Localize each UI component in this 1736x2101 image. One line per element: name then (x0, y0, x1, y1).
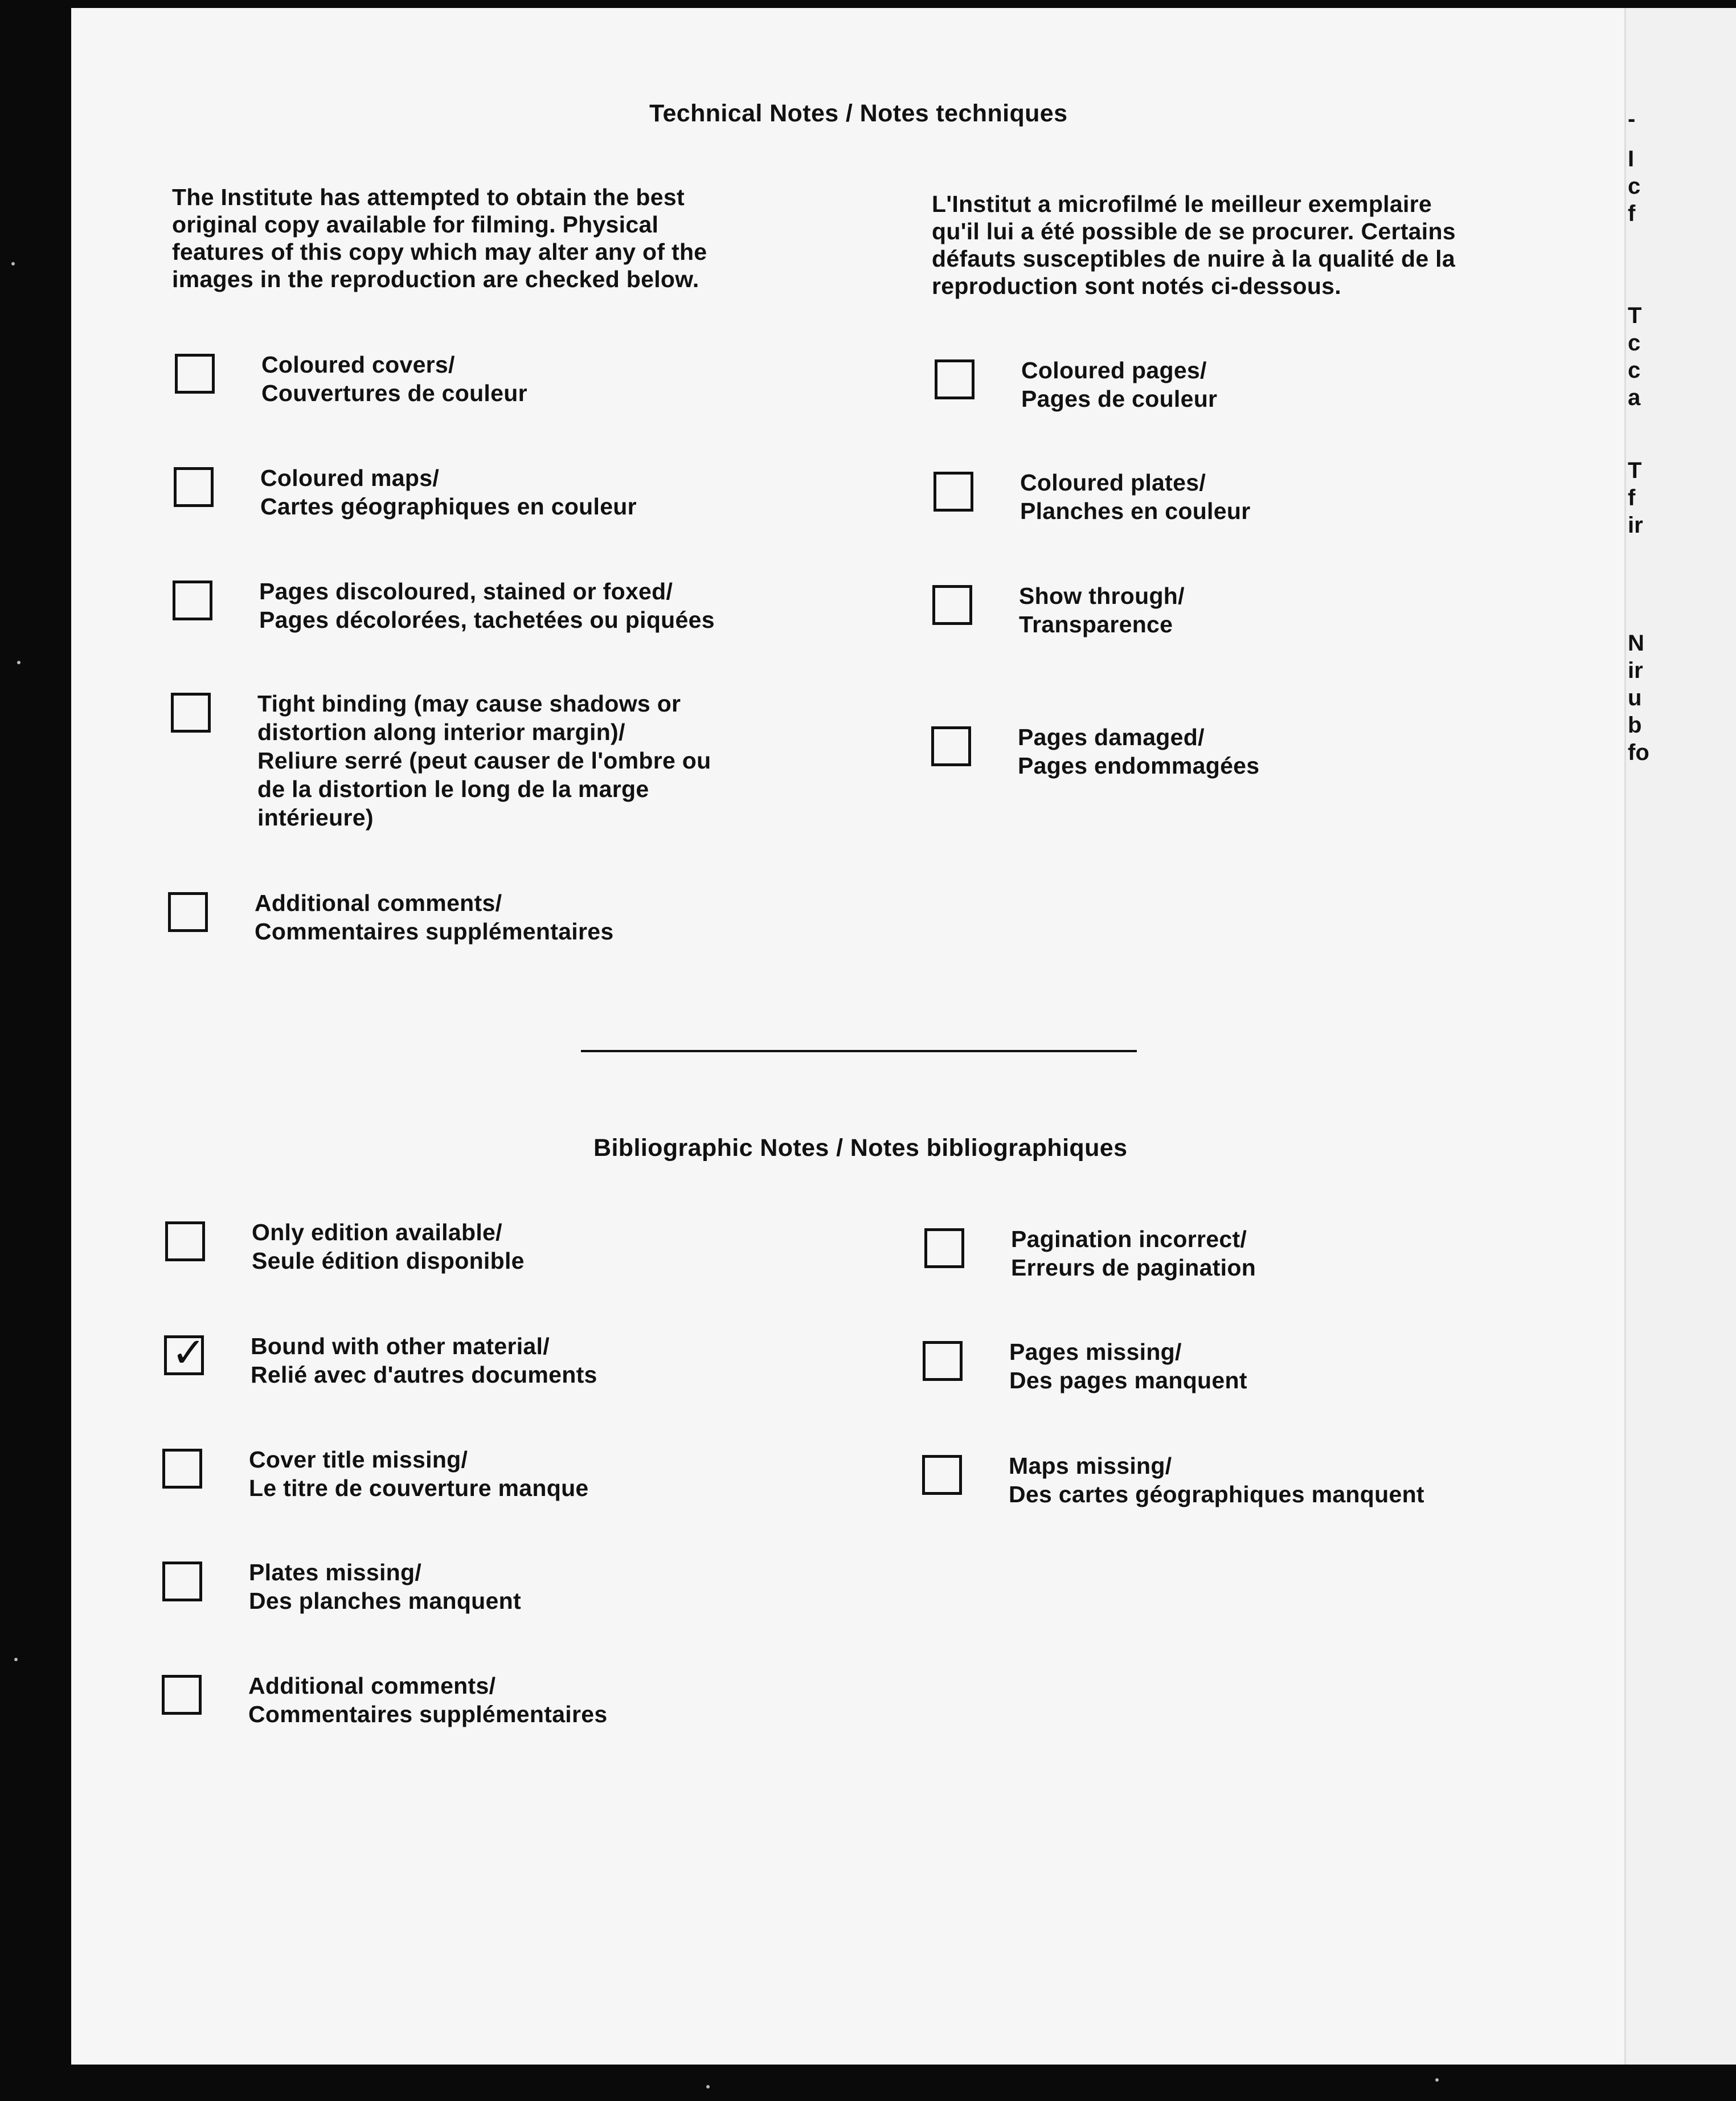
edge-fragment: c (1628, 174, 1641, 199)
intro-en-line: features of this copy which may alter any of the (172, 239, 707, 265)
item-label: Pages damaged/ Pages endommagées (1018, 724, 1260, 779)
checkbox[interactable] (162, 1562, 202, 1601)
checkbox[interactable] (924, 1228, 964, 1268)
checkmark-icon: ✓ (171, 1330, 206, 1376)
checkbox[interactable] (165, 1221, 205, 1261)
item-label: Show through/ Transparence (1019, 583, 1185, 637)
checkbox[interactable] (162, 1675, 202, 1715)
checkbox[interactable] (162, 1449, 202, 1489)
edge-fragment: c (1628, 358, 1641, 383)
edge-fragment: f (1628, 485, 1636, 510)
edge-fragment: N (1628, 631, 1644, 656)
scan-speck (17, 661, 21, 664)
item-label: Tight binding (may cause shadows or distortion along interior margin)/ Reliure serré (peut causer de l'ombre ou de la distortion le long de la marge intérieure) (257, 690, 711, 831)
checkbox[interactable] (175, 354, 215, 394)
intro-en-line: The Institute has attempted to obtain the best (172, 184, 685, 210)
edge-fragment: c (1628, 330, 1641, 355)
item-label: Coloured plates/ Planches en couleur (1020, 469, 1251, 524)
checkbox[interactable] (173, 581, 212, 620)
edge-fragment: u (1628, 685, 1642, 710)
edge-fragment: ir (1628, 658, 1643, 683)
scan-speck (11, 262, 15, 265)
edge-fragment: b (1628, 713, 1642, 738)
item-label: Pagination incorrect/ Erreurs de pagination (1011, 1226, 1256, 1281)
checkbox[interactable] (931, 726, 971, 766)
checkbox[interactable] (164, 1330, 206, 1376)
item-label: Pages discoloured, stained or foxed/ Pages décolorées, tachetées ou piquées (259, 578, 715, 633)
scan-speck (1435, 2078, 1439, 2082)
edge-fragment: T (1628, 458, 1642, 483)
bibliographic-notes-heading: Bibliographic Notes / Notes bibliographiques (593, 1134, 1128, 1162)
checkbox[interactable] (933, 472, 973, 512)
item-label: Coloured covers/ Couvertures de couleur (261, 351, 527, 406)
item-label: Pages missing/ Des pages manquent (1009, 1339, 1247, 1393)
document-page (71, 8, 1736, 2065)
intro-en-line: original copy available for filming. Physical (172, 211, 659, 238)
checkbox[interactable] (174, 467, 214, 507)
edge-fragment: a (1628, 385, 1641, 410)
technical-notes-heading: Technical Notes / Notes techniques (649, 100, 1068, 127)
edge-fragment: - (1628, 107, 1636, 132)
item-label: Maps missing/ Des cartes géographiques manquent (1009, 1453, 1424, 1507)
item-label: Only edition available/ Seule édition disponible (252, 1219, 525, 1274)
checkbox[interactable] (923, 1341, 963, 1381)
section-divider (581, 1050, 1137, 1052)
item-label: Plates missing/ Des planches manquent (249, 1559, 521, 1614)
intro-fr-line: reproduction sont notés ci-dessous. (932, 273, 1341, 299)
edge-fragment: I (1628, 146, 1635, 171)
item-label: Coloured pages/ Pages de couleur (1021, 357, 1218, 412)
intro-fr-line: qu'il lui a été possible de se procurer. Certains (932, 218, 1456, 244)
checkbox[interactable] (935, 359, 975, 399)
item-label: Additional comments/ Commentaires supplémentaires (248, 1673, 608, 1727)
intro-fr-line: L'Institut a microfilmé le meilleur exemplaire (932, 191, 1432, 217)
scan-speck (14, 1658, 18, 1661)
edge-fragment: ir (1628, 513, 1643, 538)
item-label: Bound with other material/ Relié avec d'autres documents (251, 1333, 597, 1388)
checkbox[interactable] (171, 693, 211, 733)
item-label: Additional comments/ Commentaires supplémentaires (255, 890, 614, 945)
intro-fr-line: défauts susceptibles de nuire à la qualité de la (932, 246, 1455, 272)
checkbox[interactable] (168, 892, 208, 932)
scan-speck (706, 2085, 710, 2088)
edge-fragment: T (1628, 303, 1642, 328)
checkbox[interactable] (932, 585, 972, 625)
item-label: Cover title missing/ Le titre de couverture manque (249, 1446, 589, 1501)
edge-fragment: fo (1628, 740, 1649, 765)
item-label: Coloured maps/ Cartes géographiques en couleur (260, 465, 637, 520)
checkbox[interactable] (922, 1455, 962, 1495)
edge-fragment: f (1628, 201, 1636, 226)
intro-en-line: images in the reproduction are checked below. (172, 266, 699, 292)
